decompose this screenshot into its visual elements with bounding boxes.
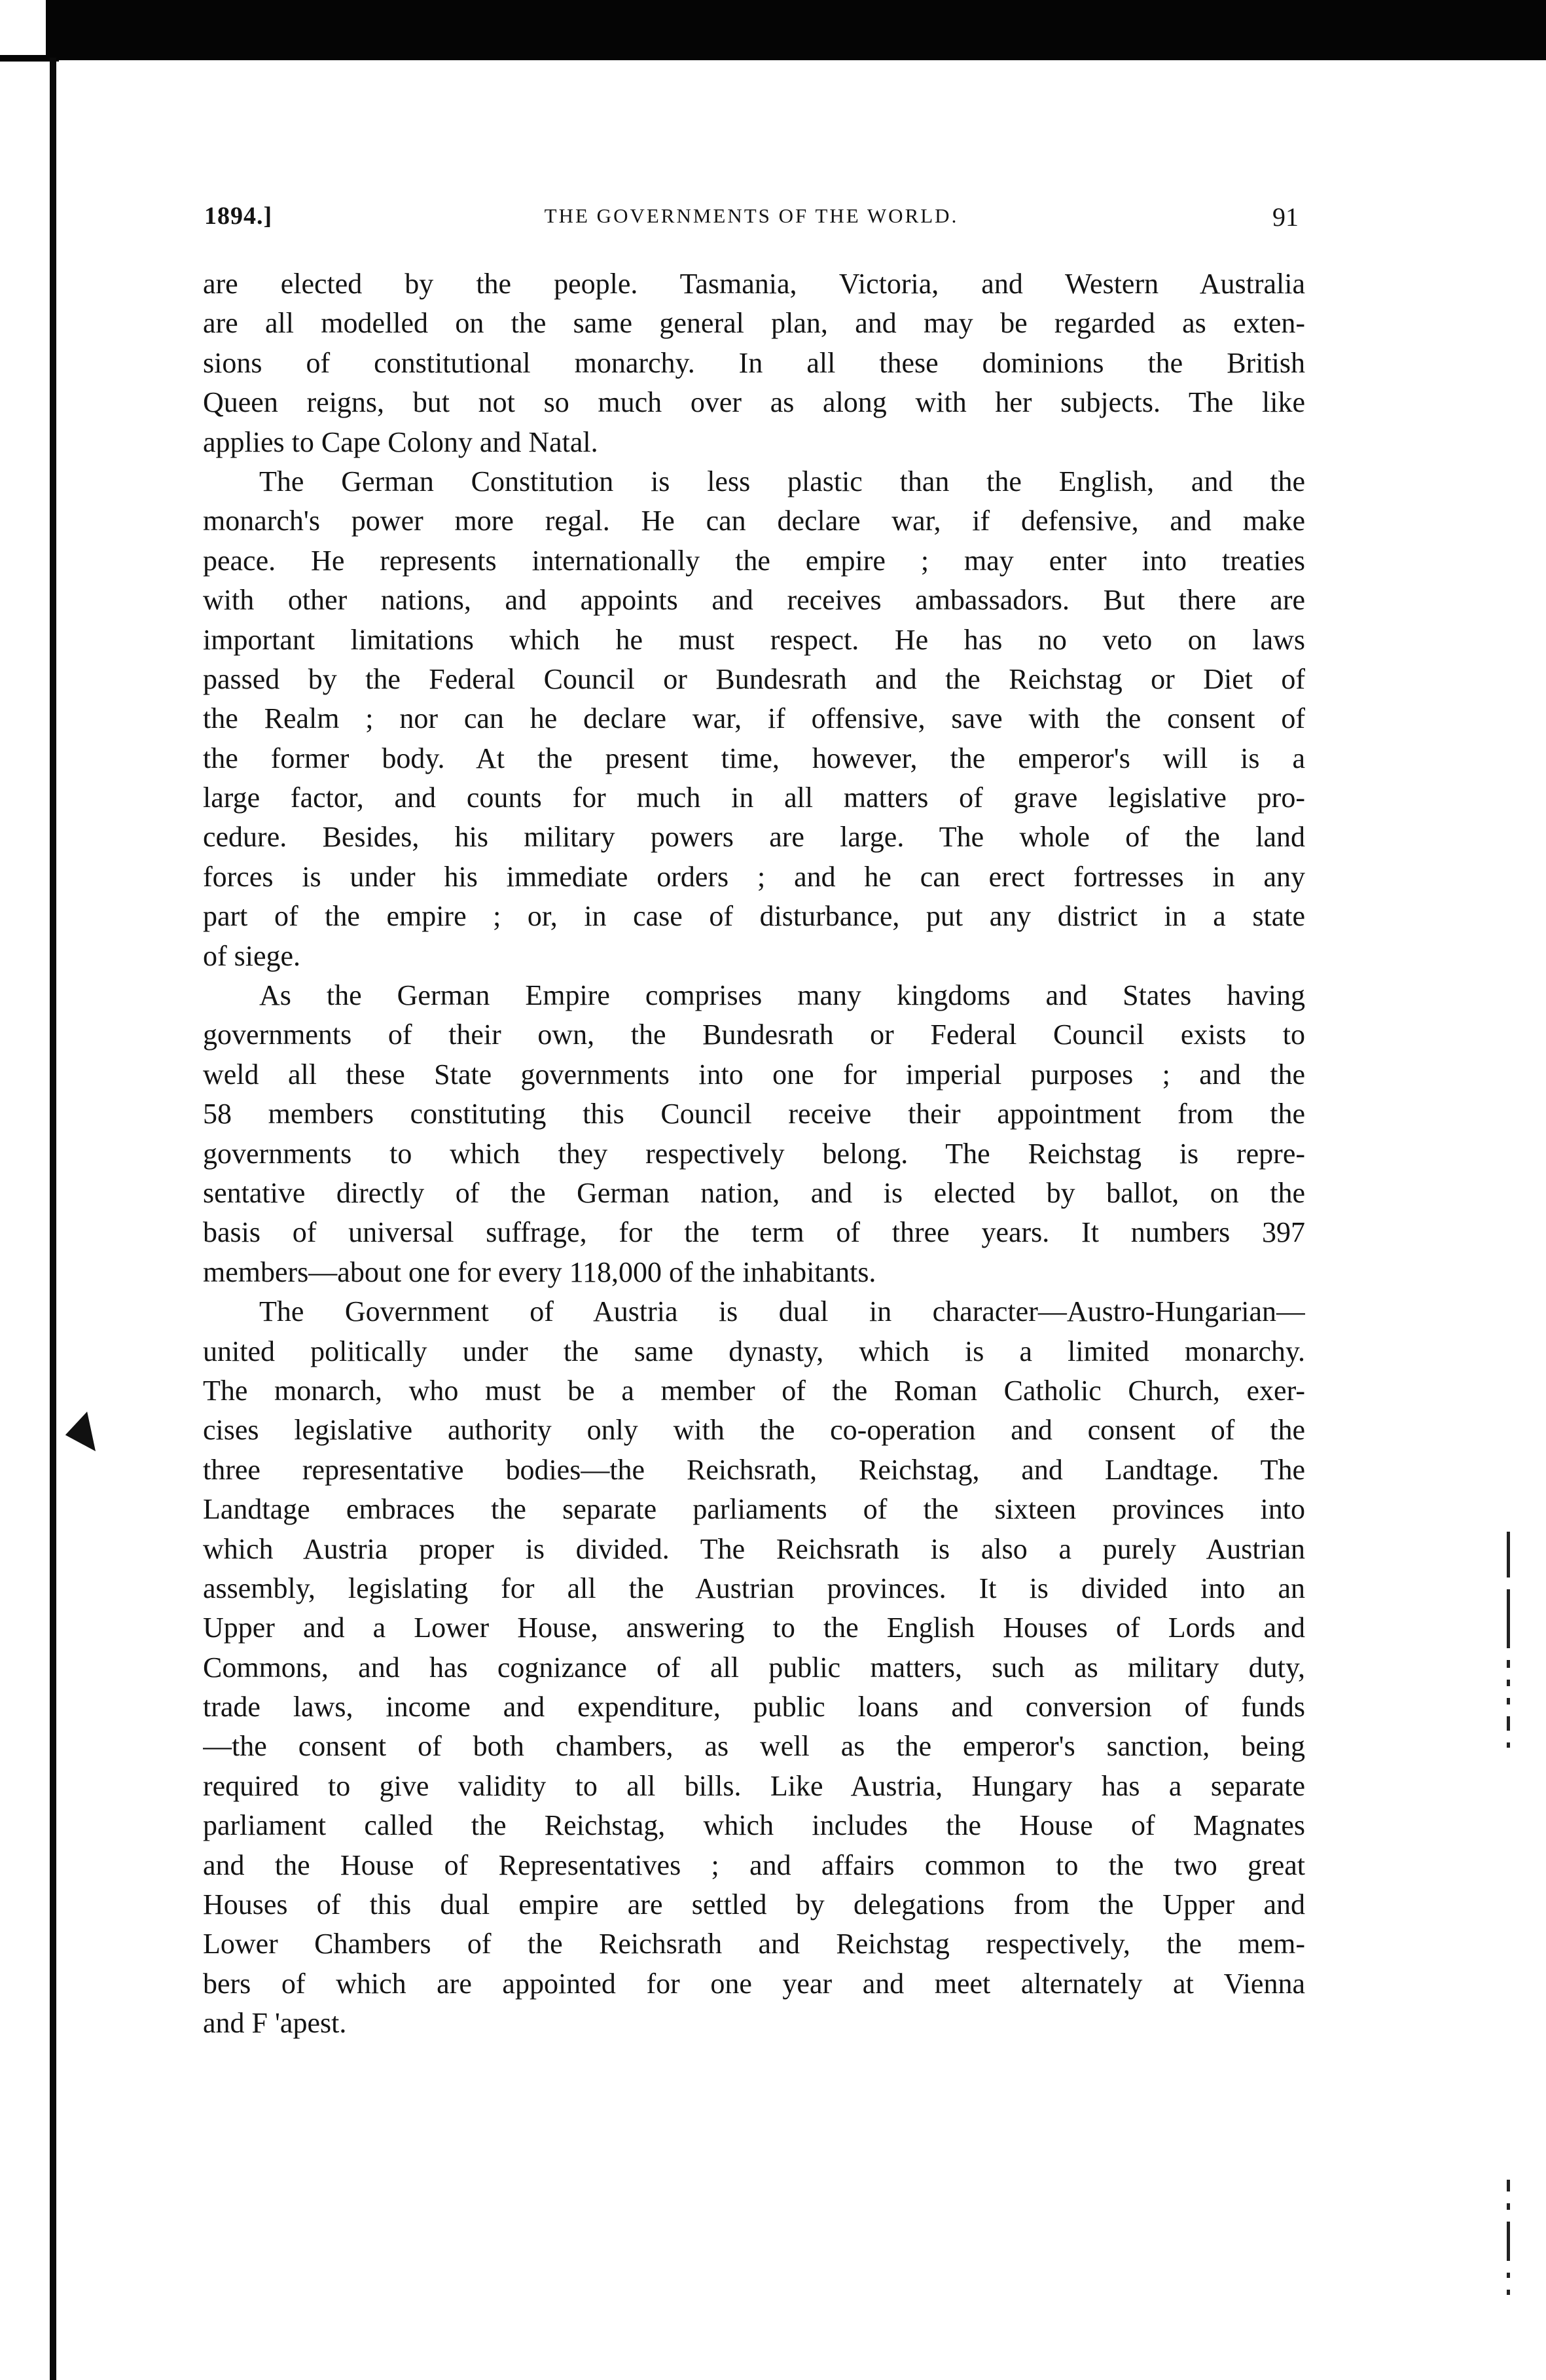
text-line: the former body. At the present time, however, the emperor's will is a (203, 742, 1305, 774)
body-text (203, 264, 1305, 2044)
text-line: sentative directly of the German nation, and is elected by ballot, on the (203, 1176, 1305, 1209)
text-line: part of the empire ; or, in case of disturbance, put any district in a state (203, 900, 1305, 933)
text-line: the Realm ; nor can he declare war, if offensive, save with the consent of (203, 702, 1305, 735)
text-line: sions of constitutional monarchy. In all these dominions the British (203, 346, 1305, 379)
text-line: governments to which they respectively belong. The Reichstag is repre- (203, 1137, 1305, 1170)
text-line: forces is under his immediate orders ; and he can erect fortresses in any (203, 860, 1305, 893)
text-line: three representative bodies—the Reichsrath, Reichstag, and Landtage. The (203, 1453, 1305, 1486)
scan-top-border (46, 0, 1546, 60)
text-line: governments of their own, the Bundesrath or Federal Council exists to (203, 1019, 1305, 1051)
text-line: large factor, and counts for much in all matters of grave legislative pro- (203, 782, 1305, 814)
text-line: Lower Chambers of the Reichsrath and Reichstag respectively, the mem- (203, 1928, 1305, 1960)
text-line: The Government of Austria is dual in character—Austro-Hungarian— (259, 1295, 1305, 1328)
text-line: The German Constitution is less plastic than the English, and the (259, 465, 1305, 497)
text-line: and F 'apest. (203, 2007, 347, 2040)
header-title: THE GOVERNMENTS OF THE WORLD. (544, 204, 959, 227)
text-line: bers of which are appointed for one year and meet alternately at Vienna (203, 1967, 1305, 2000)
text-line: of siege. (203, 939, 301, 972)
text-line: are elected by the people. Tasmania, Victoria, and Western Australia (203, 268, 1305, 300)
text-line: The monarch, who must be a member of the Roman Catholic Church, exer- (203, 1374, 1305, 1407)
text-line: Upper and a Lower House, answering to the English Houses of Lords and (203, 1612, 1305, 1644)
text-line: Commons, and has cognizance of all public matters, such as military duty, (203, 1651, 1305, 1684)
text-line: united politically under the same dynasty, which is a limited monarchy. (203, 1335, 1305, 1367)
text-line: weld all these State governments into one for imperial purposes ; and the (203, 1058, 1305, 1091)
text-line: required to give validity to all bills. Like Austria, Hungary has a separate (203, 1769, 1305, 1802)
text-line: parliament called the Reichstag, which includes the House of Magnates (203, 1809, 1305, 1842)
text-line: Queen reigns, but not so much over as along with her subjects. The like (203, 386, 1305, 419)
text-line: assembly, legislating for all the Austrian provinces. It is divided into an (203, 1572, 1305, 1604)
text-line: —the consent of both chambers, as well as the emperor's sanction, being (203, 1730, 1305, 1763)
text-line: passed by the Federal Council or Bundesrath and the Reichstag or Diet of (203, 662, 1305, 695)
text-line: peace. He represents internationally the empire ; may enter into treaties (203, 544, 1305, 577)
text-line: Houses of this dual empire are settled by delegations from the Upper and (203, 1888, 1305, 1921)
page-number: 91 (1272, 202, 1299, 232)
scan-edge-ticks-lower (1507, 2180, 1512, 2307)
text-line: are all modelled on the same general plan, and may be regarded as exten- (203, 307, 1305, 340)
text-line: with other nations, and appoints and receives ambassadors. But there are (203, 584, 1305, 617)
scan-left-border (50, 58, 56, 2380)
text-line: members—about one for every 118,000 of the inhabitants. (203, 1255, 876, 1288)
text-line: basis of universal suffrage, for the term of three years. It numbers 397 (203, 1216, 1305, 1249)
running-header (204, 202, 1299, 241)
text-line: applies to Cape Colony and Natal. (203, 425, 598, 458)
text-line: and the House of Representatives ; and affairs common to the two great (203, 1848, 1305, 1881)
scan-edge-ticks-upper (1507, 1532, 1512, 1759)
text-line: monarch's power more regal. He can declare war, if defensive, and make (203, 505, 1305, 537)
text-line: cedure. Besides, his military powers are large. The whole of the land (203, 821, 1305, 854)
text-line: cises legislative authority only with the co-operation and consent of the (203, 1414, 1305, 1447)
margin-ink-mark (62, 1412, 96, 1457)
text-line: important limitations which he must respect. He has no veto on laws (203, 623, 1305, 656)
header-year: 1894.] (204, 202, 273, 230)
text-line: Landtage embraces the separate parliaments of the sixteen provinces into (203, 1493, 1305, 1526)
text-line: As the German Empire comprises many kingdoms and States having (259, 979, 1305, 1012)
text-line: which Austria proper is divided. The Reichsrath is also a purely Austrian (203, 1532, 1305, 1565)
text-line: trade laws, income and expenditure, public loans and conversion of funds (203, 1691, 1305, 1723)
text-line: 58 members constituting this Council receive their appointment from the (203, 1098, 1305, 1130)
